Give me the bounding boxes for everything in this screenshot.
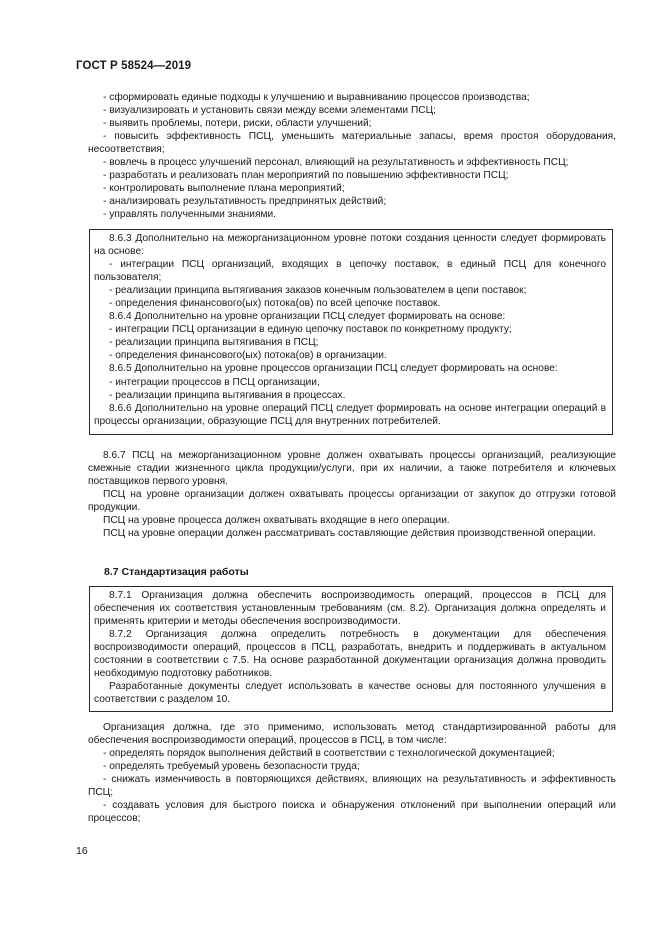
list-item: - определения финансового(ых) потока(ов) по всей цепочке поставок. [109,298,441,310]
boxed-clause-8-7 [89,586,613,712]
list-item: - определять порядок выполнения действий в соответствии с технологической документацией; [103,748,555,760]
document-header: ГОСТ Р 58524—2019 [76,60,192,72]
list-item: - интеграции процессов в ПСЦ организации, [109,376,320,388]
list-item: - реализации принципа вытягивания заказов конечным пользователем в цепи поставок; [109,285,527,297]
list-item: - интеграции ПСЦ организации в единую цепочку поставок по конкретному продукту; [109,324,512,336]
clause-8-6-7-block [88,449,616,540]
clause-8-6-5: 8.6.5 Дополнительно на уровне процессов организации ПСЦ следует формировать на основе: [109,363,558,375]
list-item: - анализировать результативность предпринятых действий; [103,196,387,208]
list-item: - управлять полученными знаниями. [103,209,276,221]
clause-8-6-3: 8.6.3 Дополнительно на межорганизационном уровне потоки создания ценности следует формировать на основе: [94,233,606,258]
clause-8-6-4: 8.6.4 Дополнительно на уровне организации ПСЦ следует формировать на основе: [109,311,506,323]
objectives-list [88,91,616,221]
clause-8-6-6: 8.6.6 Дополнительно на уровне операций ПСЦ следует формировать на основе интеграции операций в процессы организации, образующие ПСЦ для внутренних потребителей. [94,402,606,427]
paragraph: 8.6.7 ПСЦ на межорганизационном уровне должен охватывать процессы организаций, реализующие смежные стадии жизненного цикла продукции/услуги, при их наличии, а также потребителя и ключевых поставщиков первого уровня. [88,450,616,488]
list-item: - повысить эффективность ПСЦ, уменьшить материальные запасы, время простоя оборудования, несоответствия; [88,131,616,156]
paragraph: Разработанные документы следует использовать в качестве основы для постоянного улучшения в соответствии с разделом 10. [94,681,606,706]
list-item: - реализации принципа вытягивания в ПСЦ; [109,337,319,349]
paragraph: Организация должна, где это применимо, использовать метод стандартизированной работы для обеспечения воспроизводимости операций, процессов в ПСЦ, в том числе: [88,722,616,747]
list-item: - контролировать выполнение плана мероприятий; [103,183,345,195]
list-item: - разработать и реализовать план мероприятий по повышению эффективности ПСЦ; [103,170,509,182]
list-item: - определения финансового(ых) потока(ов) в организации. [109,350,387,362]
list-item: - сформировать единые подходы к улучшению и выравниванию процессов производства; [103,92,530,103]
list-item: - определять требуемый уровень безопасности труда; [103,761,360,773]
list-item: - реализации принципа вытягивания в процессах. [109,389,346,401]
standard-work-block [88,721,616,825]
list-item: - создавать условия для быстрого поиска и обнаружения отклонений при выполнении операций или процессов; [88,800,616,825]
section-heading: 8.7 Стандартизация работы [104,566,249,578]
clause-8-7-1: 8.7.1 Организация должна обеспечить воспроизводимость операций, процессов в ПСЦ для обеспечения их соответствия установленным требованиям (см. 8.2). Организация должна определять и применять критерии и методы обеспечения воспроизводимости. [94,590,606,628]
paragraph: ПСЦ на уровне операции должен рассматривать составляющие действия производственной операции. [103,528,596,540]
list-item: - интеграции ПСЦ организаций, входящих в цепочку поставок, в единый ПСЦ для конечного пользователя; [94,259,606,284]
paragraph: ПСЦ на уровне процесса должен охватывать входящие в него операции. [103,515,450,527]
page-number: 16 [76,845,88,857]
list-item: - выявить проблемы, потери, риски, области улучшений; [103,118,372,130]
list-item: - снижать изменчивость в повторяющихся действиях, влияющих на результативность и эффективность ПСЦ; [88,774,616,799]
list-item: - вовлечь в процесс улучшений персонал, влияющий на результативность и эффективность ПСЦ; [103,157,569,169]
list-item: - визуализировать и установить связи между всеми элементами ПСЦ; [103,105,436,117]
boxed-clause-8-6 [89,229,613,435]
paragraph: ПСЦ на уровне организации должен охватывать процессы организации от закупок до отгрузки готовой продукции. [88,489,616,514]
clause-8-7-2: 8.7.2 Организация должна определить потребность в документации для обеспечения воспроизводимости операций, процессов в ПСЦ, разработать, внедрить и поддерживать в актуальном состоянии в соответствии с 7.5. На основе разработанной документации организация должна проводить необходимую подготовку работников. [94,629,606,680]
